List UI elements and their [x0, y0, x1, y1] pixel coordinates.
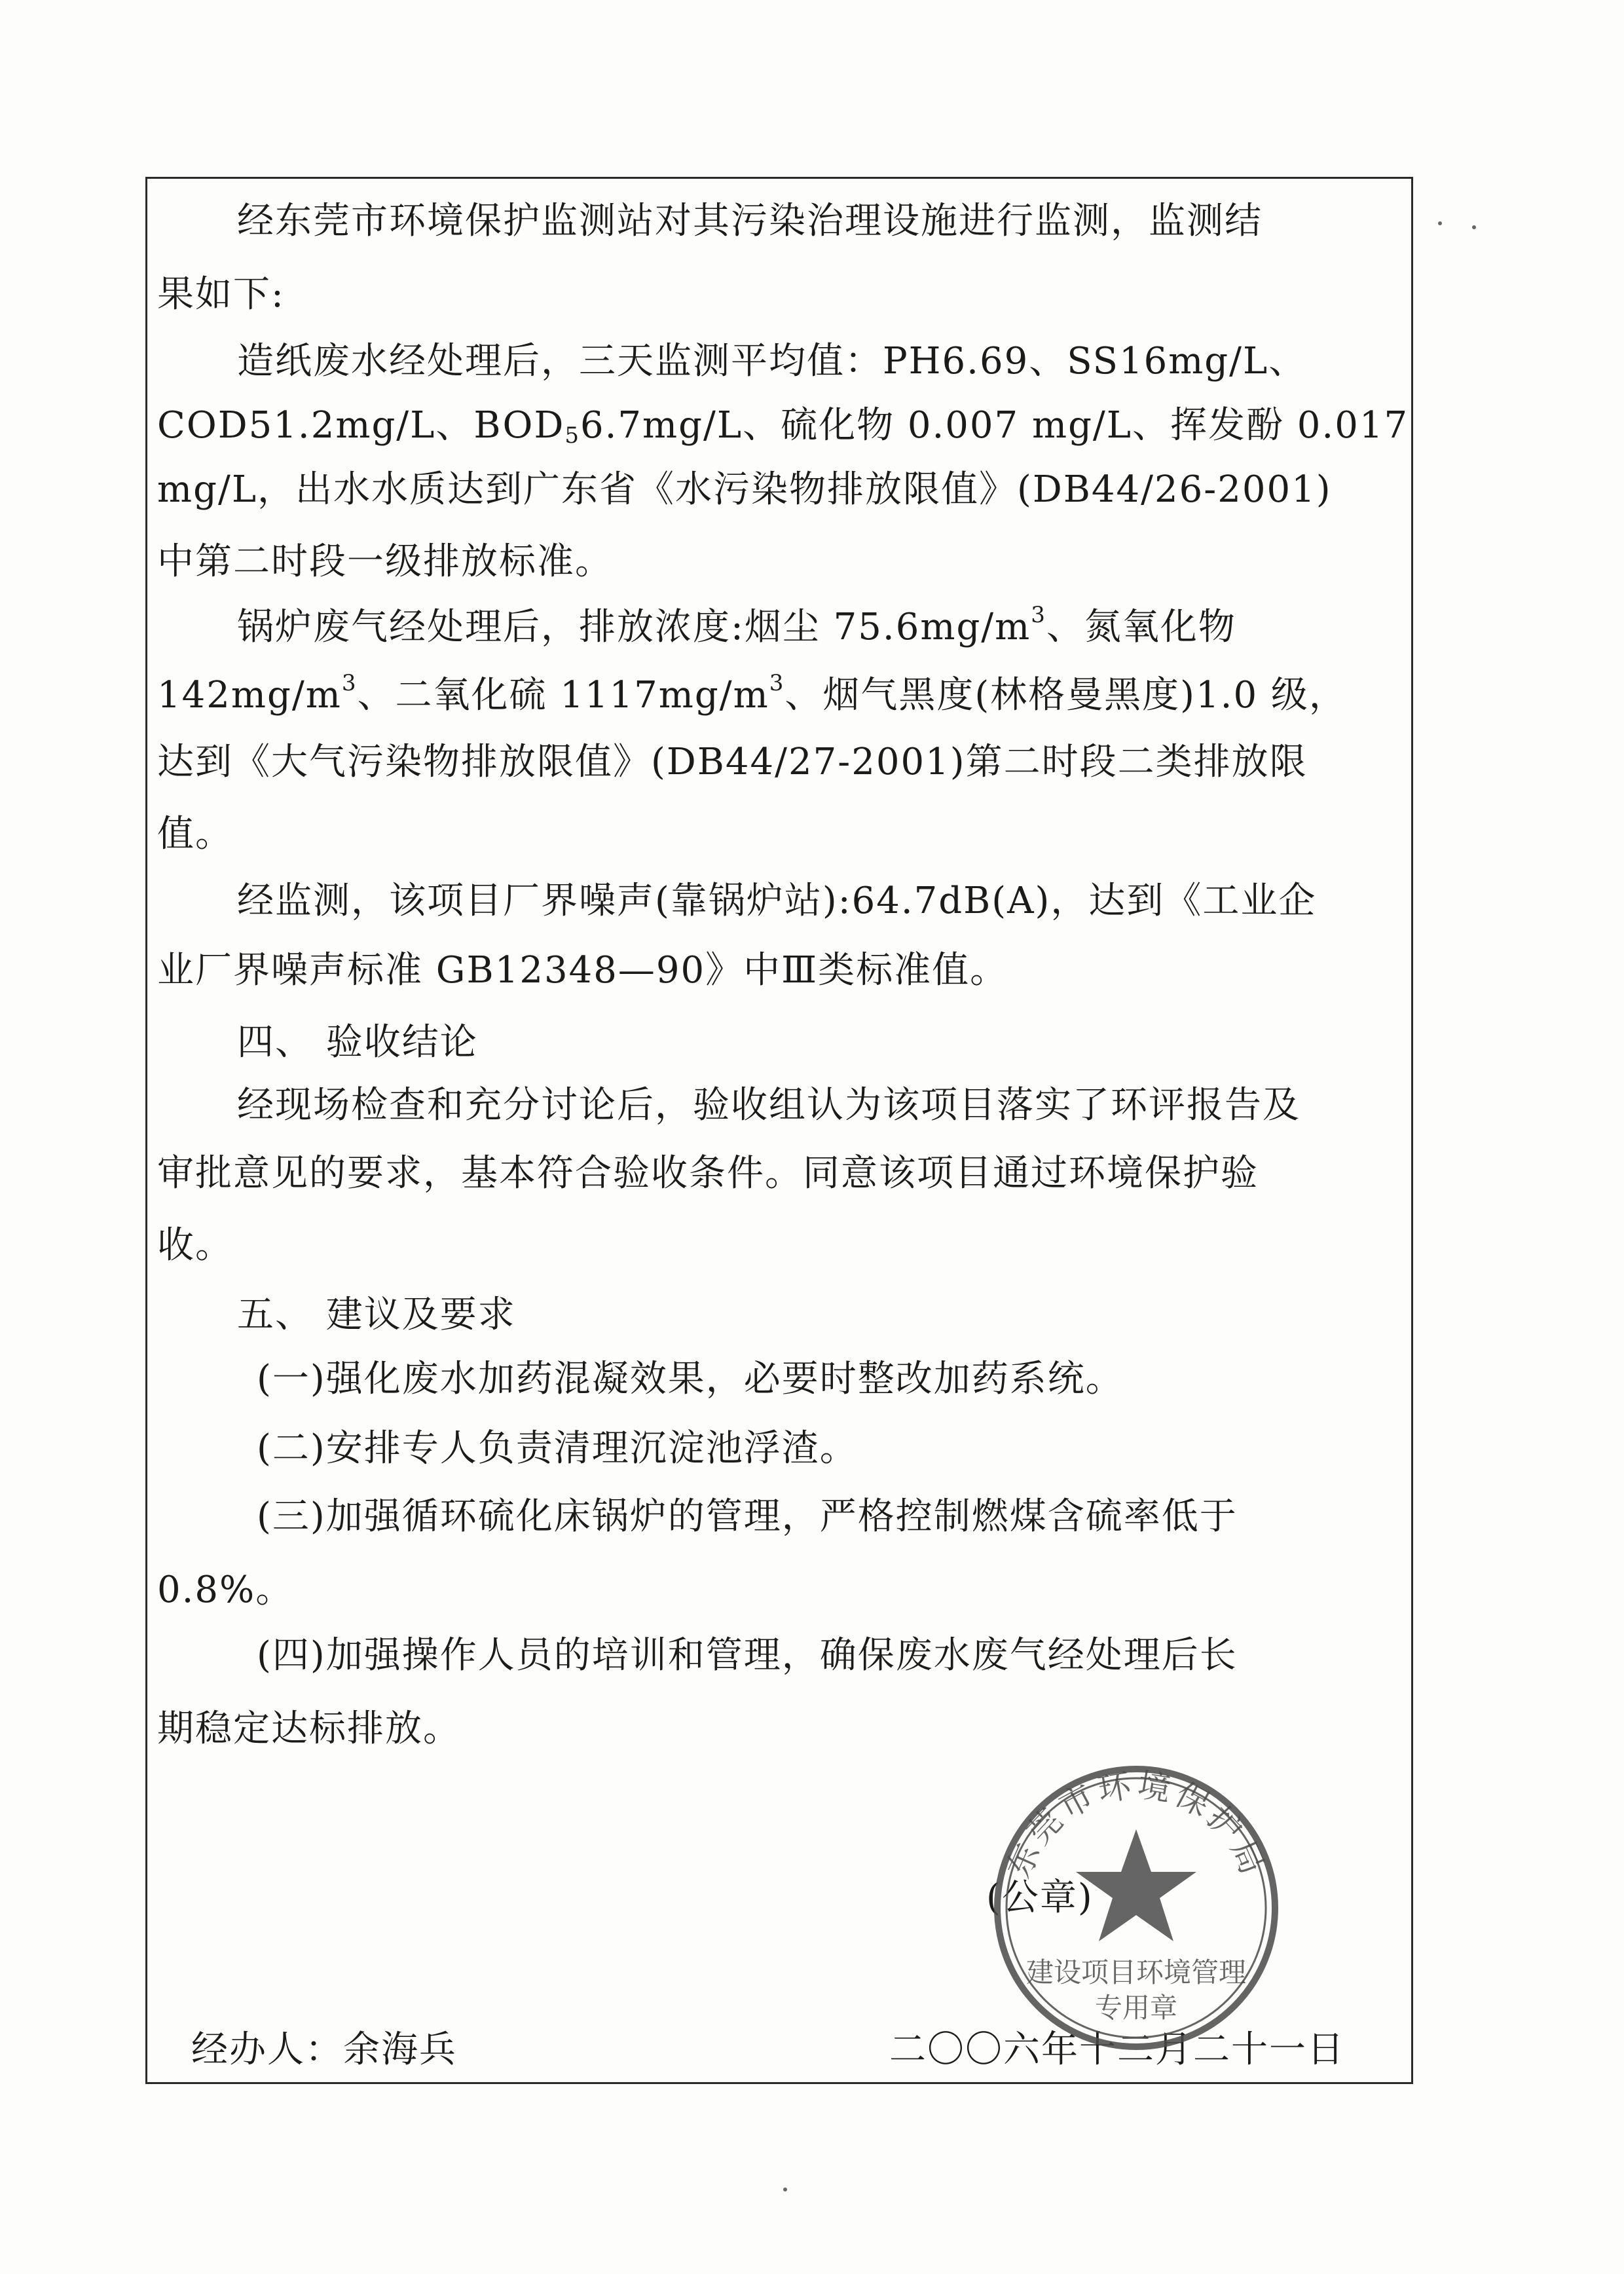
seal-inner-text: 专用章	[1094, 1992, 1178, 2024]
handler-name: 经办人：余海兵	[191, 2028, 457, 2071]
section-heading: 四、 验收结论	[237, 1021, 478, 1064]
paragraph-line: 造纸废水经处理后，三天监测平均值：PH6.69、SS16mg/L、	[237, 340, 1307, 382]
paragraph-line	[237, 593, 1403, 662]
seal-ring-text: 东莞市环境保护局	[999, 1766, 1273, 1884]
list-item: (一)强化废水加药混凝效果，必要时整改加药系统。	[257, 1358, 1124, 1400]
paragraph-line: 0.8%。	[157, 1569, 294, 1611]
paragraph-line: 果如下:	[157, 273, 285, 316]
text-run: COD51.2mg/L、BOD	[157, 404, 565, 447]
paragraph-line: 收。	[157, 1224, 233, 1267]
text-run: 、二氧化硫 1117mg/m	[357, 674, 769, 717]
paragraph-line	[157, 662, 1401, 730]
paragraph-line	[157, 392, 1409, 460]
seal-inner-text: 建设项目环境管理	[1025, 1956, 1247, 1988]
paragraph-line: 中第二时段一级排放标准。	[157, 540, 613, 583]
text-run: 、氮氧化物	[1046, 606, 1236, 648]
text-run: 142mg/m	[157, 674, 342, 717]
text-run: 锅炉废气经处理后，排放浓度:烟尘 75.6mg/m	[237, 606, 1031, 648]
superscript: 3	[341, 670, 358, 696]
list-item: (二)安排专人负责清理沉淀池浮渣。	[257, 1427, 858, 1470]
paragraph-line: 经现场检查和充分讨论后，验收组认为该项目落实了环评报告及	[237, 1084, 1301, 1127]
scan-speck	[1438, 221, 1442, 225]
paragraph-line: 期稳定达标排放。	[157, 1707, 461, 1750]
superscript: 3	[1031, 602, 1046, 628]
paragraph-line: 业厂界噪声标准 GB12348—90》中Ⅲ类标准值。	[157, 949, 1008, 992]
section-heading: 五、 建议及要求	[237, 1294, 516, 1336]
text-run: 6.7mg/L、硫化物 0.007 mg/L、挥发酚 0.017	[580, 404, 1409, 447]
list-item: (三)加强循环硫化床锅炉的管理，严格控制燃煤含硫率低于	[257, 1495, 1238, 1538]
subscript: 5	[564, 422, 580, 449]
scan-speck	[1472, 225, 1476, 229]
seal-label: (公章)	[986, 1876, 1094, 1919]
superscript: 3	[769, 670, 785, 696]
paragraph-line: mg/L，出水水质达到广东省《水污染物排放限值》(DB44/26-2001)	[157, 468, 1332, 511]
paragraph-line: 审批意见的要求，基本符合验收条件。同意该项目通过环境保护验	[157, 1152, 1259, 1195]
scan-speck	[783, 2188, 787, 2191]
paragraph-line: 经东莞市环境保护监测站对其污染治理设施进行监测，监测结	[237, 200, 1263, 242]
list-item: (四)加强操作人员的培训和管理，确保废水废气经处理后长	[257, 1634, 1238, 1677]
official-seal	[989, 1761, 1283, 2055]
star-icon	[1076, 1829, 1196, 1941]
paragraph-line: 经监测，该项目厂界噪声(靠锅炉站):64.7dB(A)，达到《工业企	[237, 880, 1317, 922]
document-date: 二〇〇六年十二月二十一日	[889, 2028, 1345, 2071]
text-run: 、烟气黑度(林格曼黑度)1.0 级，	[784, 674, 1347, 717]
paragraph-line: 值。	[157, 813, 233, 855]
paragraph-line: 达到《大气污染物排放限值》(DB44/27-2001)第二时段二类排放限	[157, 741, 1308, 783]
